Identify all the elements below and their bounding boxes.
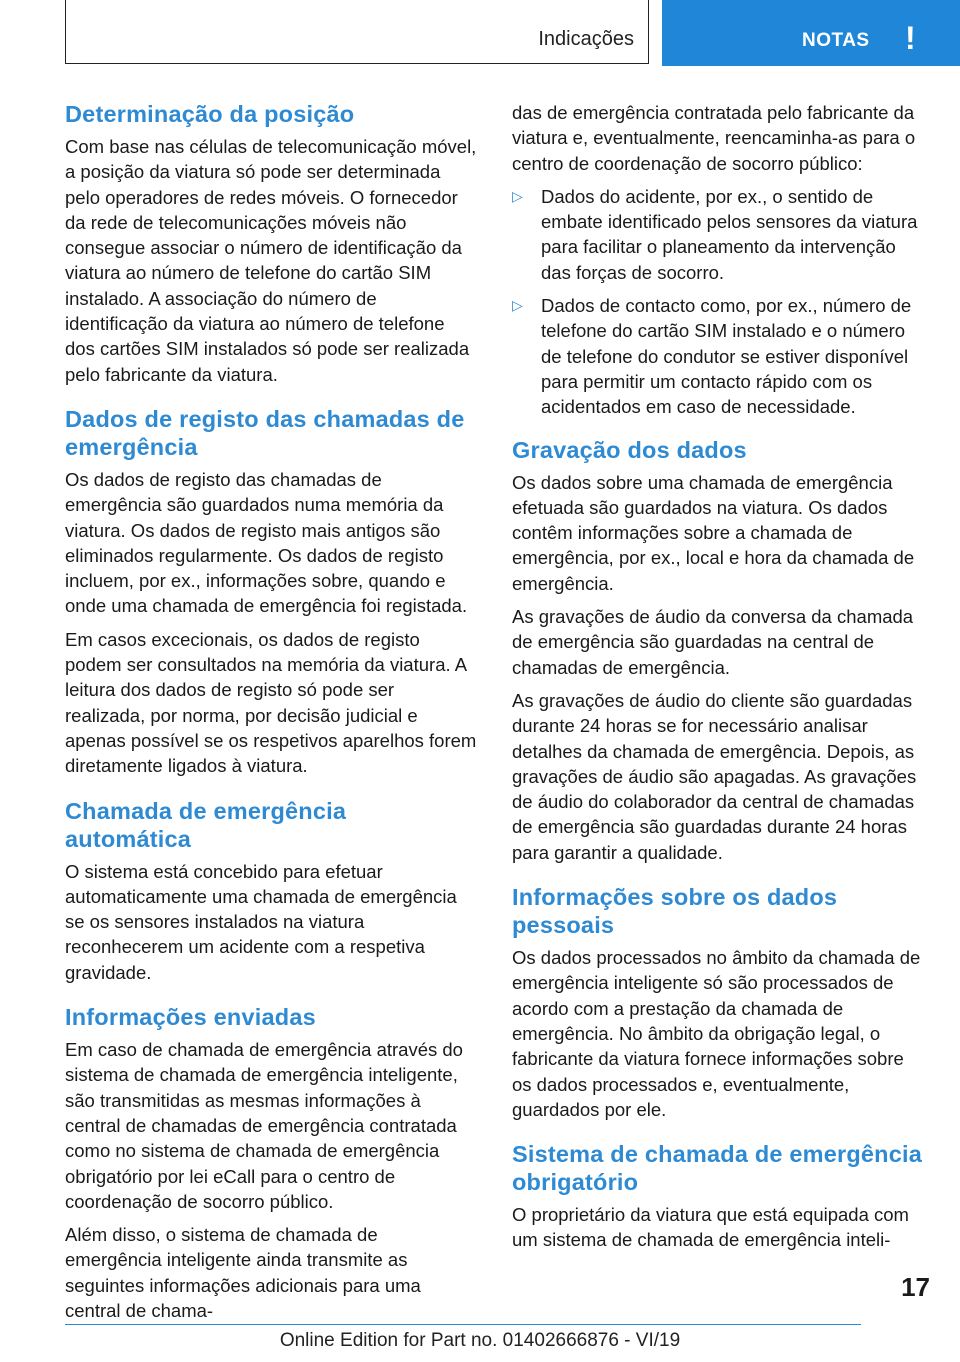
notes-label: NOTAS [802, 30, 870, 51]
paragraph-continuation: das de emergência contratada pelo fabricante da viatura e, eventualmente, reencaminha-as para o centro de coordenação de socorro público: [512, 102, 916, 174]
section-heading: Informações sobre os dados pessoais [512, 884, 838, 939]
notes-tab [662, 0, 960, 66]
section-heading: Informações enviadas [65, 1004, 316, 1031]
paragraph: Em caso de chamada de emergência através do sistema de chamada de emergência inteligente, são transmitidas as mesmas informações à central de chamadas de emergência contratada como no sistema de chamada de emergência obrigatório por lei eCall para o centro de coordenação de socorro público. [65, 1039, 463, 1212]
left-column [65, 100, 478, 1341]
section-sent-info [65, 1003, 478, 1323]
paragraph: Os dados de registo das chamadas de emergência são guardados numa memória da viatura. Os dados de registo mais antigos são eliminados regularmente. Os dados de registo incluem, por ex., informações sobre, quando e onde uma chamada de emergência foi registada. [65, 468, 468, 617]
list-item [512, 184, 928, 285]
triangle-right-icon: ▷ [512, 297, 523, 314]
paragraph: Em casos excecionais, os dados de registo podem ser consultados na memória da viatura. A leitura dos dados de registo só pode ser realizada, por norma, por decisão judicial e apenas possível se os respetivos aparelhos forem diretamente ligados à viatura. [65, 628, 477, 777]
section-automatic-call [65, 797, 478, 985]
paragraph: O proprietário da viatura que está equipada com um sistema de chamada de emergência inteli- [512, 1204, 909, 1251]
bullet-list [512, 184, 928, 420]
paragraph: Além disso, o sistema de chamada de emergência inteligente ainda transmite as seguintes informações adicionais para uma central de chama- [65, 1224, 421, 1321]
right-column [512, 100, 928, 1271]
paragraph: O sistema está concebido para efetuar automaticamente uma chamada de emergência se os sensores instalados na viatura reconhecerem um acidente com a respetiva gravidade. [65, 860, 457, 983]
section-title: Indicações [538, 28, 634, 50]
section-registry [65, 405, 478, 779]
section-heading: Dados de registo das chamadas de emergência [65, 405, 465, 460]
section-personal-data [512, 883, 928, 1122]
section-heading: Gravação dos dados [512, 436, 747, 463]
list-item [512, 293, 928, 419]
section-heading: Sistema de chamada de emergência obrigatório [512, 1141, 923, 1196]
paragraph: Com base nas células de telecomunicação móvel, a posição da viatura só pode ser determinada pelo operadores de redes móveis. O fornecedor da rede de telecomunicações móveis não consegue associar o número de identificação da viatura ao número de telefone do cartão SIM instalado. A associação do número de identificação da viatura ao número de telefone dos cartões SIM instalados só pode ser realizada pelo fabricante da viatura. [65, 136, 477, 385]
section-recording [512, 436, 928, 865]
header-section-box [65, 0, 649, 64]
list-item-text: Dados do acidente, por ex., o sentido de embate identificado pelos sensores da viatura para facilitar o planeamento da intervenção das forças de socorro. [541, 185, 918, 283]
paragraph: Os dados sobre uma chamada de emergência efetuada são guardados na viatura. Os dados contêm informações sobre a chamada de emergência, por ex., local e hora da chamada de emergência. [512, 471, 915, 594]
section-mandatory-system [512, 1140, 928, 1253]
triangle-right-icon: ▷ [512, 187, 523, 204]
page-number: 17 [901, 1272, 930, 1302]
list-item-text: Dados de contacto como, por ex., número de telefone do cartão SIM instalado e o número de telefone do condutor se estiver disponível para permitir um contacto rápido com os acidentados em caso de necessidade. [541, 295, 912, 418]
footer-divider [65, 1324, 861, 1325]
paragraph: Os dados processados no âmbito da chamada de emergência inteligente só são processados de acordo com a prestação da chamada de emergência. No âmbito da obrigação legal, o fabricante da viatura fornece informações sobre os dados processados e, eventualmente, guardados por ele. [512, 947, 921, 1120]
section-position [65, 100, 478, 387]
paragraph: As gravações de áudio da conversa da chamada de emergência são guardadas na central de chamadas de emergência. [512, 606, 914, 678]
section-heading: Chamada de emergência automática [65, 797, 347, 852]
edition-footer: Online Edition for Part no. 01402666876 - VI/19 [279, 1330, 681, 1351]
section-heading: Determinação da posição [65, 101, 355, 127]
exclamation-icon: ! [905, 20, 916, 56]
paragraph: As gravações de áudio do cliente são guardadas durante 24 horas se for necessário analisar detalhes da chamada de emergência. Depois, as gravações de áudio são apagadas. As gravações de áudio do colaborador da central de chamadas de emergência são guardadas durante 24 horas para garantir a qualidade. [512, 689, 917, 863]
